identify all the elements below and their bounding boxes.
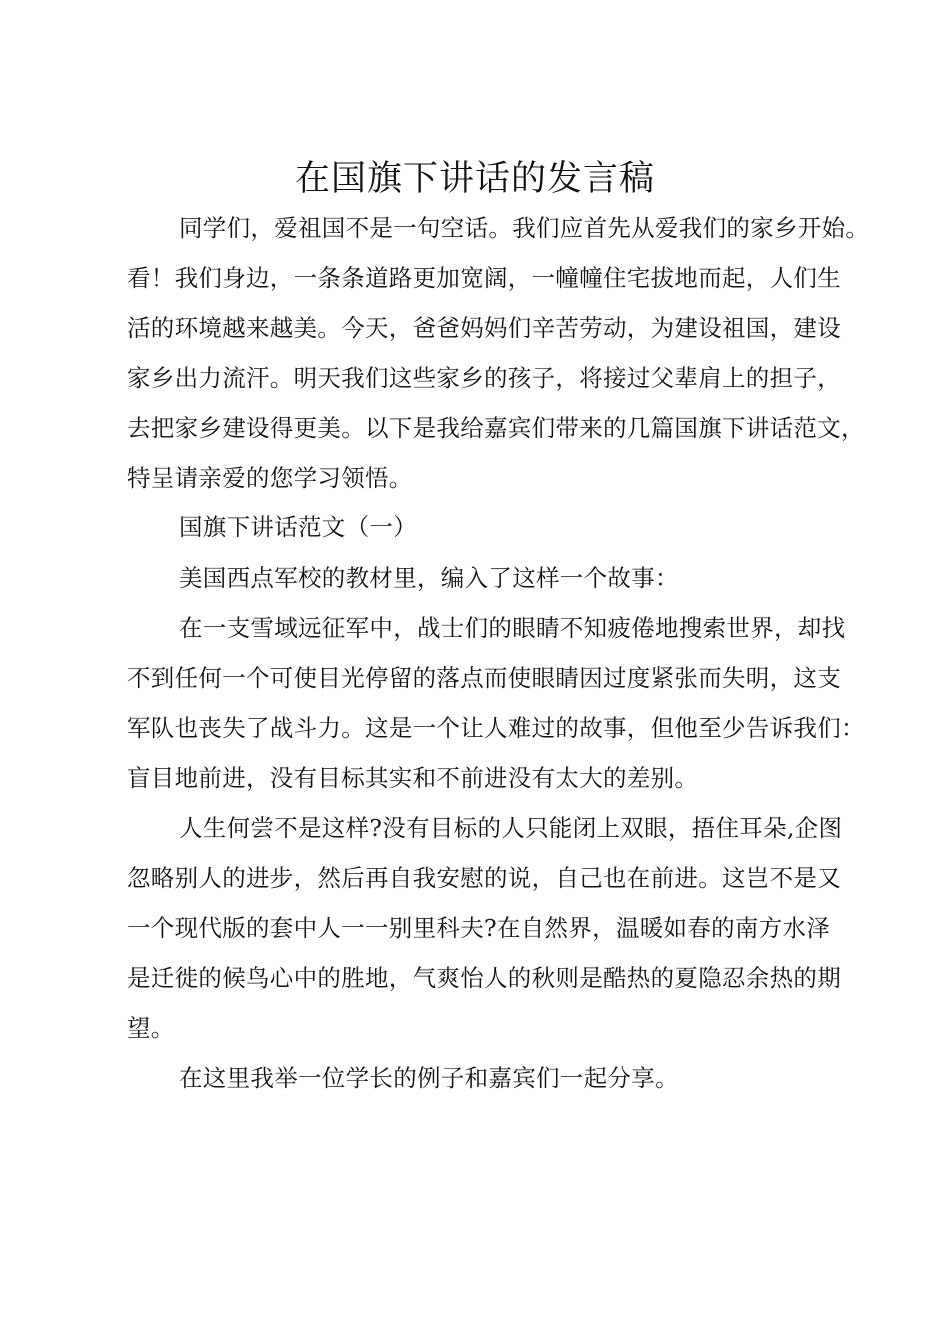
paragraph-line: 同学们，爱祖国不是一句空话。我们应首先从爱我们的家乡开始。 bbox=[179, 214, 870, 242]
document-title: 在国旗下讲话的发言稿 bbox=[294, 159, 655, 199]
paragraph-line: 是迁徙的候鸟心中的胜地，气爽怡人的秋则是酷热的夏隐忍余热的期 bbox=[127, 964, 841, 992]
paragraph-line: 在这里我举一位学长的例子和嘉宾们一起分享。 bbox=[179, 1064, 679, 1092]
paragraph-line: 活的环境越来越美。今天，爸爸妈妈们辛苦劳动，为建设祖国，建设 bbox=[127, 314, 841, 342]
paragraph-line: 一个现代版的套中人一一别里科夫?在自然界，温暖如春的南方水泽 bbox=[127, 914, 831, 942]
paragraph-line: 军队也丧失了战斗力。这是一个让人难过的故事，但他至少告诉我们： bbox=[127, 714, 865, 742]
paragraph-line: 在一支雪域远征军中，战士们的眼睛不知疲倦地搜索世界，却找 bbox=[179, 614, 846, 642]
paragraph-line: 盲目地前进，没有目标其实和不前进没有太大的差别。 bbox=[127, 764, 699, 792]
paragraph-line: 忽略别人的进步，然后再自我安慰的说，自己也在前进。这岂不是又 bbox=[127, 864, 841, 892]
paragraph-line: 去把家乡建设得更美。以下是我给嘉宾们带来的几篇国旗下讲话范文， bbox=[127, 414, 865, 442]
paragraph-line: 看！我们身边，一条条道路更加宽阔，一幢幢住宅拔地而起，人们生 bbox=[127, 264, 841, 292]
section-heading: 国旗下讲话范文（一） bbox=[179, 513, 417, 541]
paragraph-line: 美国西点军校的教材里，编入了这样一个故事： bbox=[179, 564, 679, 592]
paragraph-line: 不到任何一个可使目光停留的落点而使眼睛因过度紧张而失明，这支 bbox=[127, 664, 841, 692]
paragraph-line: 特呈请亲爱的您学习领悟。 bbox=[127, 464, 413, 492]
paragraph-line: 人生何尝不是这样?没有目标的人只能闭上双眼，捂住耳朵,企图 bbox=[179, 814, 843, 842]
paragraph-line: 家乡出力流汗。明天我们这些家乡的孩子，将接过父辈肩上的担子， bbox=[127, 364, 841, 392]
paragraph-line: 望。 bbox=[127, 1014, 175, 1042]
